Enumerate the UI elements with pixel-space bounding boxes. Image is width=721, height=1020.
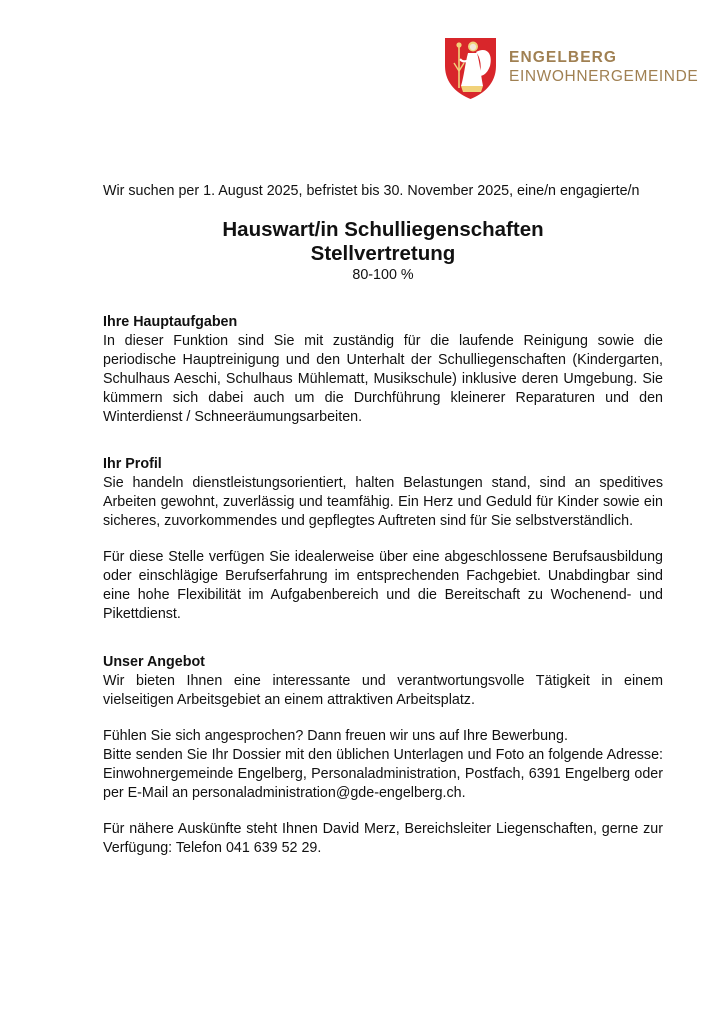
logo-name: ENGELBERG xyxy=(509,49,618,66)
engelberg-logo xyxy=(443,36,699,102)
offer-text-3: Für nähere Auskünfte steht Ihnen David Merz, Bereichsleiter Liegenschaften, gerne zur Verfügung: Telefon 041 639 52 29. xyxy=(103,821,663,856)
tasks-text: In dieser Funktion sind Sie mit zuständig für die laufende Reinigung sowie die periodische Hauptreinigung und den Unterhalt der Schulliegenschaften (Kindergarten, Schulhaus Aeschi, Schulhaus Mühlematt, Musikschule) inklusive deren Umgebung. Sie kümmern sich dabei auch um die Durchführung kleinerer Reparaturen und den Winterdienst / Schneeräumungsarbeiten. xyxy=(103,333,663,425)
job-ad xyxy=(103,182,663,858)
offer-text-2b: Bitte senden Sie Ihr Dossier mit den üblichen Unterlagen und Foto an folgende Adresse: Einwohnergemeinde Engelberg, Personaladministration, Postfach, 6391 Engelberg oder per E-Mail an personaladministration@gde-engelberg.ch. xyxy=(103,747,663,801)
offer-text-2a: Fühlen Sie sich angesprochen? Dann freuen wir uns auf Ihre Bewerbung. xyxy=(103,728,568,744)
offer-heading: Unser Angebot xyxy=(103,654,205,670)
job-subtitle: Stellvertretung xyxy=(310,242,456,265)
title-block xyxy=(103,218,663,284)
section-profile xyxy=(103,455,663,624)
coat-of-arms-icon xyxy=(443,36,498,100)
section-offer xyxy=(103,653,663,858)
logo-subtitle: EINWOHNERGEMEINDE xyxy=(509,67,699,85)
workload: 80-100 % xyxy=(352,267,414,283)
section-tasks xyxy=(103,313,663,427)
intro-text: Wir suchen per 1. August 2025, befristet bis 30. November 2025, eine/n engagierte/n xyxy=(103,183,640,199)
job-title: Hauswart/in Schulliegenschaften xyxy=(222,218,544,241)
profile-text-1: Sie handeln dienstleistungsorientiert, halten Belastungen stand, sind an speditives Arbeiten gewohnt, zuverlässig und teamfähig. Ein Herz und Geduld für Kinder sowie ein sicheres, zuvorkommendes und gepflegtes Auftreten sind für Sie selbstverständlich. xyxy=(103,475,663,529)
tasks-heading: Ihre Hauptaufgaben xyxy=(103,314,238,330)
profile-text-2: Für diese Stelle verfügen Sie idealerweise über eine abgeschlossene Berufsausbildung oder einschlägige Berufserfahrung im entsprechenden Fachgebiet. Unabdingbar sind eine hohe Flexibilität im Aufgabenbereich und die Bereitschaft zu Wochenend- und Pikettdienst. xyxy=(103,549,663,622)
profile-heading: Ihr Profil xyxy=(103,456,162,472)
offer-text-1: Wir bieten Ihnen eine interessante und verantwortungsvolle Tätigkeit in einem vielseitigen Arbeitsgebiet an einem attraktiven Arbeitsplatz. xyxy=(103,673,663,708)
